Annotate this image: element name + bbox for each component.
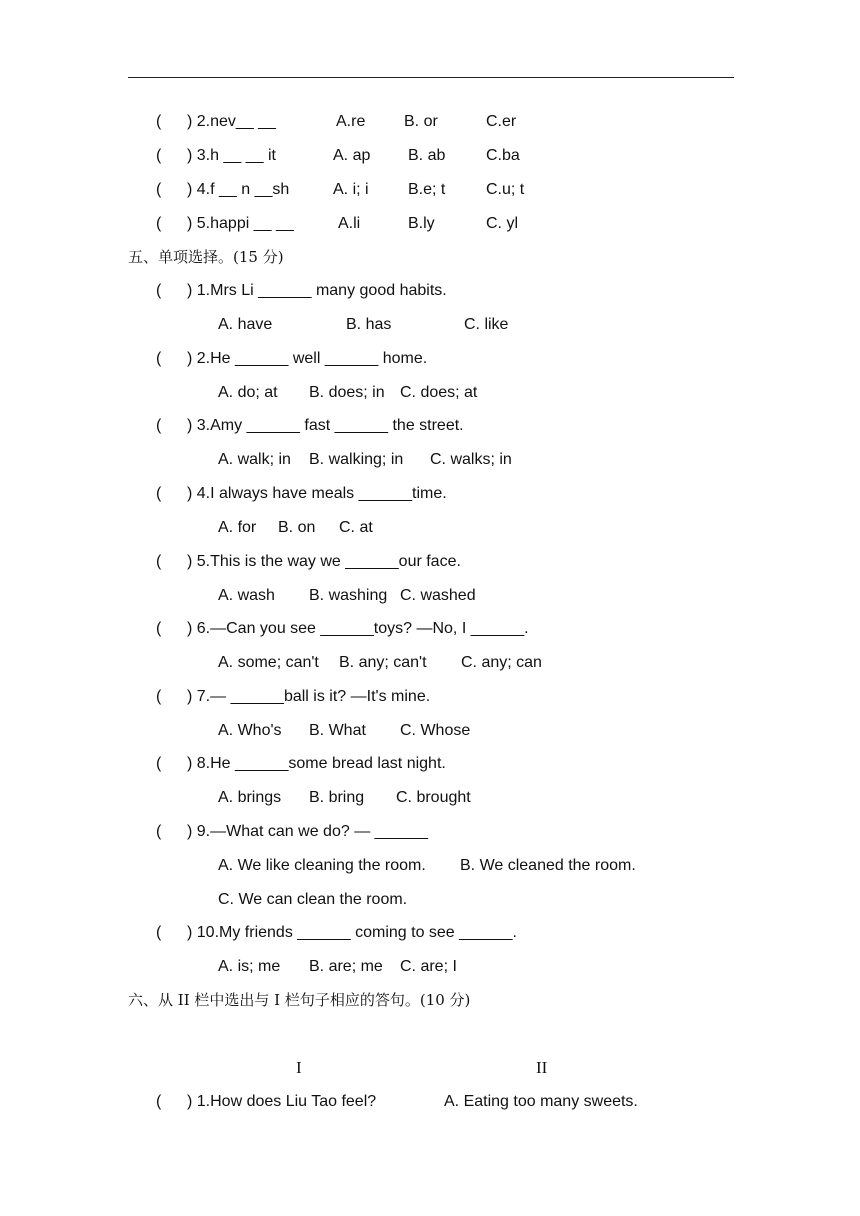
option-b: B. on — [278, 519, 316, 536]
question-stem: ) 10.My friends ______ coming to see ______. — [187, 924, 517, 941]
question-stem: ) 1.How does Liu Tao feel? — [187, 1093, 377, 1110]
question-stem: ) 4.I always have meals ______time. — [187, 485, 447, 502]
question-stem: ) 2.He ______ well ______ home. — [187, 350, 428, 367]
option-c: C. Whose — [400, 722, 471, 739]
answer-paren[interactable]: ( — [156, 755, 162, 772]
option-a: A. i; i — [333, 181, 369, 198]
section6-heading: 六、从 II 栏中选出与 I 栏句子相应的答句。(10 分) — [128, 991, 471, 1009]
option-a: A. We like cleaning the room. — [218, 857, 426, 874]
answer-paren[interactable]: ( — [156, 215, 162, 232]
question-stem: ) 3.h __ __ it — [187, 147, 276, 164]
option-c: C. like — [464, 316, 509, 333]
option-c: C.er — [486, 113, 517, 130]
option-b: B. are; me — [309, 958, 383, 975]
option-a: A.re — [336, 113, 366, 130]
answer-paren[interactable]: ( — [156, 181, 162, 198]
option-a: A. have — [218, 316, 273, 333]
question-stem: ) 9.—What can we do? — ______ — [187, 823, 429, 840]
question-stem: ) 2.nev__ __ — [187, 113, 276, 130]
option-c: C. any; can — [461, 654, 542, 671]
option-b: B. has — [346, 316, 392, 333]
answer-option: A. Eating too many sweets. — [444, 1093, 638, 1110]
option-b: B. ab — [408, 147, 446, 164]
answer-paren[interactable]: ( — [156, 485, 162, 502]
question-stem: ) 1.Mrs Li ______ many good habits. — [187, 282, 447, 299]
question-stem: ) 4.f __ n __sh — [187, 181, 290, 198]
option-b: B. walking; in — [309, 451, 404, 468]
option-a: A. do; at — [218, 384, 278, 401]
option-b: B. We cleaned the room. — [460, 857, 636, 874]
option-b: B. bring — [309, 789, 365, 806]
column-ii-header: II — [536, 1058, 548, 1077]
option-a: A.li — [338, 215, 361, 232]
answer-paren[interactable]: ( — [156, 620, 162, 637]
question-stem: ) 8.He ______some bread last night. — [187, 755, 446, 772]
option-a: A. brings — [218, 789, 282, 806]
question-stem: ) 7.— ______ball is it? —It's mine. — [187, 688, 431, 705]
option-a: A. some; can't — [218, 654, 319, 671]
option-c: C. are; I — [400, 958, 457, 975]
option-c: C. We can clean the room. — [218, 891, 408, 908]
answer-paren[interactable]: ( — [156, 553, 162, 570]
question-stem: ) 5.happi __ __ — [187, 215, 294, 232]
column-i-header: I — [296, 1058, 302, 1077]
option-c: C. at — [339, 519, 373, 536]
option-a: A. is; me — [218, 958, 281, 975]
option-c: C. does; at — [400, 384, 478, 401]
option-a: A. Who's — [218, 722, 282, 739]
option-c: C. brought — [396, 789, 471, 806]
option-b: B. does; in — [309, 384, 385, 401]
option-c: C. yl — [486, 215, 518, 232]
answer-paren[interactable]: ( — [156, 417, 162, 434]
answer-paren[interactable]: ( — [156, 147, 162, 164]
option-b: B.e; t — [408, 181, 446, 198]
answer-paren[interactable]: ( — [156, 924, 162, 941]
answer-paren[interactable]: ( — [156, 823, 162, 840]
option-a: A. walk; in — [218, 451, 291, 468]
answer-paren[interactable]: ( — [156, 113, 162, 130]
option-b: B. washing — [309, 587, 388, 604]
option-c: C. walks; in — [430, 451, 512, 468]
option-a: A. for — [218, 519, 257, 536]
section5-heading: 五、单项选择。(15 分) — [128, 248, 284, 266]
top-rule — [128, 77, 734, 78]
option-b: B.ly — [408, 215, 435, 232]
option-b: B. or — [404, 113, 438, 130]
answer-paren[interactable]: ( — [156, 350, 162, 367]
question-stem: ) 5.This is the way we ______our face. — [187, 553, 461, 570]
option-c: C.u; t — [486, 181, 525, 198]
option-b: B. What — [309, 722, 366, 739]
question-stem: ) 6.—Can you see ______toys? —No, I ______. — [187, 620, 529, 637]
option-a: A. ap — [333, 147, 371, 164]
option-a: A. wash — [218, 587, 275, 604]
answer-paren[interactable]: ( — [156, 1093, 162, 1110]
answer-paren[interactable]: ( — [156, 282, 162, 299]
option-c: C. washed — [400, 587, 476, 604]
option-b: B. any; can't — [339, 654, 427, 671]
option-c: C.ba — [486, 147, 520, 164]
answer-paren[interactable]: ( — [156, 688, 162, 705]
question-stem: ) 3.Amy ______ fast ______ the street. — [187, 417, 464, 434]
